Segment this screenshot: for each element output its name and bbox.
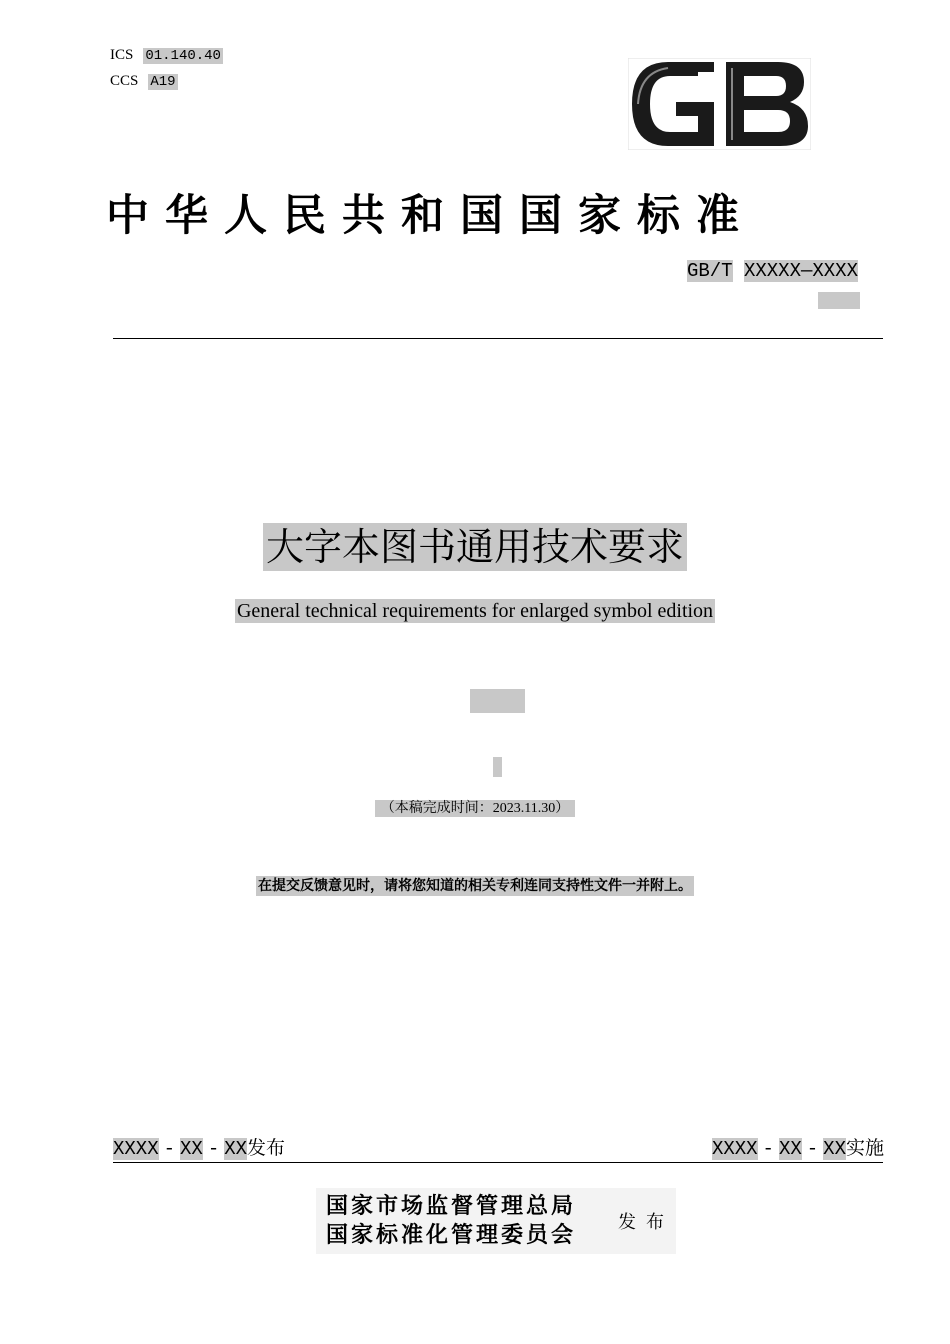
ccs-line	[110, 71, 178, 92]
doc-title-en-text: General technical requirements for enlarged symbol edition	[236, 600, 714, 622]
top-divider	[113, 338, 883, 339]
standard-prefix: GB/T	[686, 260, 733, 282]
doc-title-cn-text: 大字本图书通用技术要求	[263, 523, 687, 571]
impl-label: 实施	[845, 1137, 884, 1159]
issuer-block	[316, 1188, 676, 1254]
draft-stage-placeholder	[470, 689, 525, 713]
ccs-label: CCS	[110, 73, 139, 89]
main-title: 中华人民共和国国家标准	[106, 191, 755, 241]
release-date	[113, 1133, 285, 1160]
ccs-code: A19	[150, 74, 176, 90]
impl-month: XX	[778, 1138, 802, 1160]
release-month: XX	[180, 1138, 203, 1160]
issuer-publish-label: 发布	[618, 1212, 674, 1233]
issuer-org-2: 国家标准化管理委员会	[326, 1222, 577, 1248]
impl-sep-2: -	[806, 1138, 819, 1160]
doc-title-en	[0, 600, 950, 623]
release-label: 发布	[247, 1137, 286, 1159]
issuer-org-1: 国家市场监督管理总局	[326, 1193, 577, 1219]
standard-number	[687, 260, 858, 282]
ics-label: ICS	[110, 47, 134, 63]
patent-notice-text: 在提交反馈意见时，请将您知道的相关专利连同支持性文件一并附上。	[258, 878, 692, 894]
gb-logo	[628, 58, 811, 150]
impl-day: XX	[823, 1138, 846, 1160]
completion-date	[0, 797, 950, 817]
ics-code: 01.140.40	[145, 48, 221, 64]
impl-year: XXXX	[711, 1138, 758, 1160]
impl-sep-1: -	[762, 1138, 774, 1160]
patent-notice	[0, 875, 950, 895]
standard-code: XXXXX—XXXX	[743, 260, 858, 282]
implementation-date	[712, 1133, 884, 1160]
release-sep-2: -	[207, 1138, 220, 1160]
replaces-placeholder	[818, 292, 860, 309]
release-day: XX	[224, 1138, 248, 1160]
gb-logo-graphic	[628, 58, 811, 150]
release-sep-1: -	[163, 1138, 176, 1160]
issuer-orgs	[326, 1192, 576, 1250]
completion-date-text: （本稿完成时间：2023.11.30）	[375, 800, 575, 817]
bottom-divider	[113, 1162, 883, 1163]
small-placeholder	[493, 757, 502, 777]
doc-title-cn	[0, 516, 950, 571]
release-year: XXXX	[113, 1138, 159, 1160]
ics-line	[110, 45, 223, 66]
